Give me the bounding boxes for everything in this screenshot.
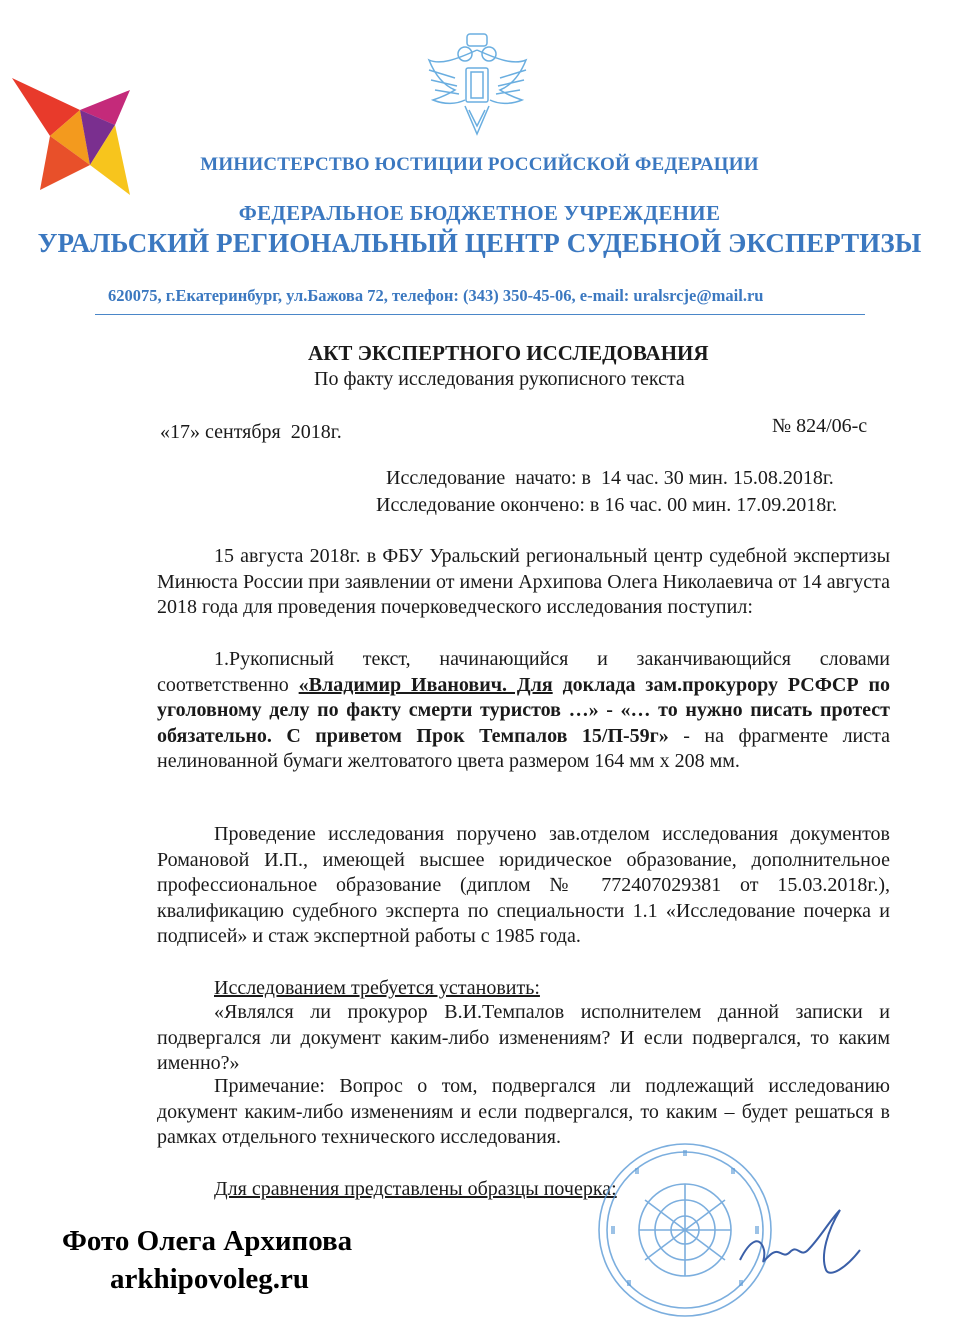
text-description-end: - на фрагменте листа нелинованной бумаги желтоватого цвета размером 164 мм х 208 мм. — [157, 724, 890, 772]
paragraph-receipt: 15 августа 2018г. в ФБУ Уральский региональный центр судебной экспертизы Минюста России при заявлении от имени Архипова Олега Николаевича от 14 августа 2018 года для проведения почерковедческого исследования поступил: — [157, 545, 890, 618]
watermark-photo-credit: Фото Олега Архипова — [62, 1225, 353, 1257]
note-text: Примечание: Вопрос о том, подвергался ли подлежащий исследованию документ каким-либо изменениям и если подвергался, то каким – будет решаться в рамках отдельного технического исследования. — [157, 1075, 890, 1148]
task-heading: Исследованием требуется установить: — [214, 977, 540, 999]
document-subtitle: По факту исследования рукописного текста — [314, 368, 685, 390]
research-finished: Исследование окончено: в 16 час. 00 мин. 17.09.2018г. — [376, 494, 838, 516]
paragraph-handwritten-text — [157, 647, 890, 775]
bird-logo — [10, 70, 140, 200]
watermark-website: arkhipovoleg.ru — [110, 1263, 309, 1295]
document-title: АКТ ЭКСПЕРТНОГО ИССЛЕДОВАНИЯ — [308, 341, 709, 365]
text-description-start: 1.Рукописный текст, начинающийся и заканчивающийся словами соответственно — [157, 648, 890, 696]
header-rule — [95, 314, 865, 315]
research-started: Исследование начато: в 14 час. 30 мин. 15.08.2018г. — [386, 467, 834, 489]
document-date: «17» сентября 2018г. — [160, 421, 342, 443]
paragraph-expert: Проведение исследования поручено зав.отделом исследования документов Романовой И.П., имеющей высшее юридическое образование, дополнительное профессиональное образование (диплом № 772407029381 от 15.03.2018г.), квалификацию судебного эксперта по специальности 1.1 «Исследование почерка и подписей» и стаж экспертной работы с 1985 года. — [157, 823, 890, 947]
samples-heading: Для сравнения представлены образцы почерка: — [214, 1178, 617, 1200]
task-text: «Являлся ли прокурор В.И.Темпалов исполнителем данной записки и подвергался ли документ каким-либо изменениям? И если подвергался, то каким именно?» — [157, 1001, 890, 1074]
ministry-name: МИНИСТЕРСТВО ЮСТИЦИИ РОССИЙСКОЙ ФЕДЕРАЦИИ — [200, 154, 759, 175]
quote-underlined: «Владимир Иванович. Для — [298, 673, 553, 696]
institution-name: УРАЛЬСКИЙ РЕГИОНАЛЬНЫЙ ЦЕНТР СУДЕБНОЙ ЭКСПЕРТИЗЫ — [37, 228, 922, 258]
handwritten-signature — [730, 1200, 870, 1290]
institution-type: ФЕДЕРАЛЬНОЕ БЮДЖЕТНОЕ УЧРЕЖДЕНИЕ — [238, 201, 721, 225]
quote-rest: доклада зам.прокурору РСФСР по уголовному делу по факту смерти туристов …» - «… то нужно писать протест обязательно. С приветом Прок Темпалов 15/П-59г» — [157, 673, 890, 747]
document-number: № 824/06-с — [772, 415, 868, 437]
institution-address: 620075, г.Екатеринбург, ул.Бажова 72, телефон: (343) 350-45-06, e-mail: uralsrcje@mail.ru — [108, 286, 764, 305]
double-headed-eagle-emblem — [425, 30, 530, 138]
